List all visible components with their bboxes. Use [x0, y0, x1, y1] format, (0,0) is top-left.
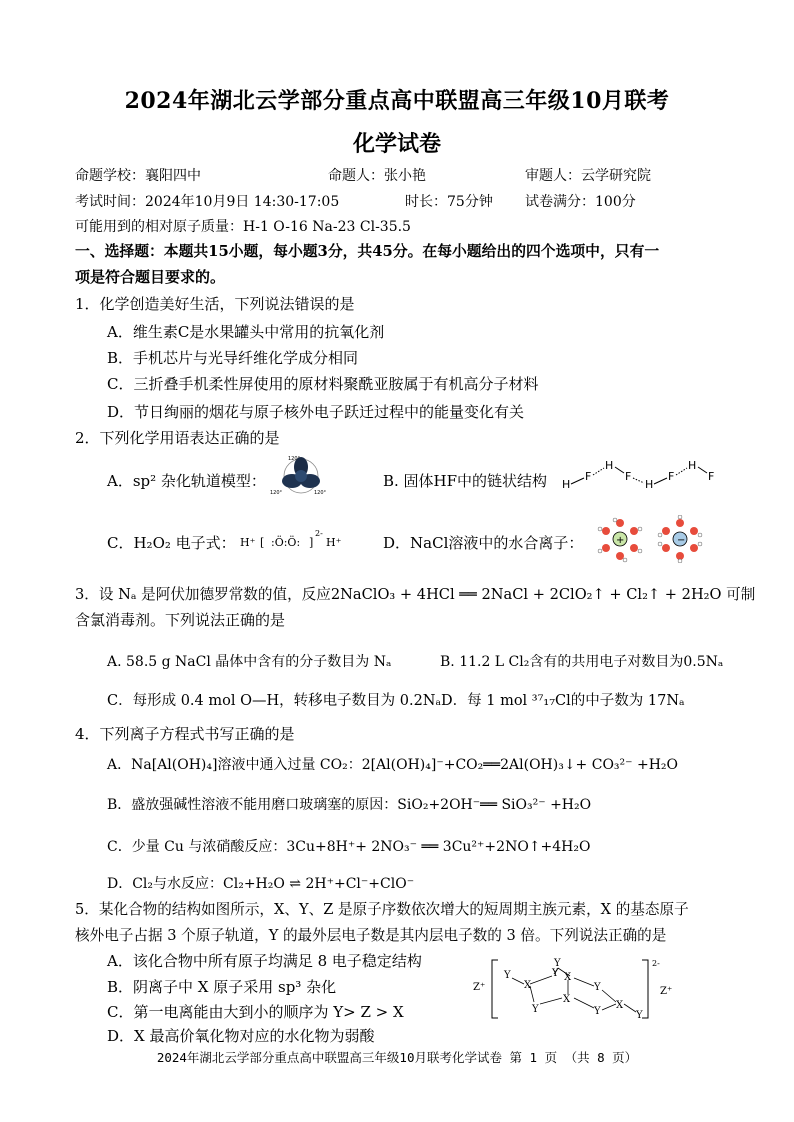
q2-option-d: D．NaCl溶液中的水合离子：: [383, 534, 584, 552]
exam-title: 2024年湖北云学部分重点高中联盟高三年级10月联考: [124, 88, 670, 114]
q5-option-b: B．阴离子中 X 原子采用 sp³ 杂化: [107, 978, 337, 996]
q4-option-b: B．盛放强碱性溶液不能用磨口玻璃塞的原因：SiO₂+2OH⁻══ SiO₃²⁻ +H₂O: [107, 797, 592, 813]
q1-option-c: C．三折叠手机柔性屏使用的原材料聚酰亚胺属于有机高分子材料: [107, 375, 539, 393]
svg-text:F: F: [585, 470, 592, 483]
meta-duration: 时长：75分钟: [405, 194, 493, 210]
meta-reviewer: 审题人：云学研究院: [525, 168, 651, 184]
q1-option-d: D．节日绚丽的烟花与原子核外电子跃迁过程中的能量变化有关: [107, 403, 525, 421]
svg-text:[: [: [260, 536, 265, 549]
q1-option-b: B．手机芯片与光导纤维化学成分相同: [107, 349, 359, 367]
svg-text:H: H: [688, 459, 697, 472]
svg-text:]: ]: [309, 536, 314, 549]
svg-text:F: F: [708, 470, 715, 483]
q3-option-b: B. 11.2 L Cl₂含有的共用电子对数目为0.5Nₐ: [440, 654, 724, 670]
hydrated-ions-figure: [594, 515, 714, 563]
q2-option-a: A．sp² 杂化轨道模型：: [107, 472, 266, 490]
meta-time: 考试时间：2024年10月9日 14:30-17:05: [75, 194, 340, 210]
h-plus-right: H⁺: [326, 536, 342, 549]
q5-stem-2: 核外电子占据 3 个原子轨道，Y 的最外层电子数是其内层电子数的 3 倍。下列说法正确的是: [75, 927, 667, 944]
atom-y: Y: [554, 958, 561, 969]
svg-text:H: H: [605, 459, 614, 472]
angle-label-left: 120°: [270, 490, 283, 496]
meta-score: 试卷满分：100分: [525, 194, 636, 210]
section-instructions-1: 一、选择题：本题共15小题，每小题3分，共45分。在每小题给出的四个选项中，只有一: [75, 243, 660, 260]
q3-option-a: A. 58.5 g NaCl 晶体中含有的分子数目为 Nₐ: [107, 654, 392, 670]
svg-text:H: H: [645, 478, 654, 491]
atom-x: X: [564, 972, 572, 983]
h2o2-electron-formula-figure: [240, 524, 350, 554]
exam-subtitle: 化学试卷: [352, 131, 441, 157]
q5-option-d: D．X 最高价氧化物对应的水化物为弱酸: [107, 1027, 375, 1045]
q3-option-c: C．每形成 0.4 mol O—H，转移电子数目为 0.2Nₐ: [107, 693, 442, 709]
q4-option-c: C．少量 Cu 与浓硝酸反应：3Cu+8H⁺+ 2NO₃⁻ ══ 3Cu²⁺+2NO↑+4H₂O: [107, 839, 591, 855]
atom-x: X: [563, 994, 571, 1005]
angle-label-top: 120°: [288, 456, 301, 462]
atom-x: X: [524, 980, 532, 991]
q2-option-c: C．H₂O₂ 电子式：: [107, 534, 236, 552]
compound-structure-figure: [470, 954, 710, 1022]
q2-stem: 2．下列化学用语表达正确的是: [75, 429, 280, 447]
svg-text:F: F: [668, 470, 675, 483]
svg-text:−: −: [677, 535, 686, 546]
q3-option-d: D．每 1 mol ³⁷₁₇Cl的中子数为 17Nₐ: [441, 693, 685, 709]
peroxide-charge: 2-: [315, 529, 323, 538]
atom-y: Y: [552, 968, 559, 979]
hf-chain-figure: [560, 458, 720, 492]
h-plus-left: H⁺: [240, 536, 256, 549]
q1-stem: 1．化学创造美好生活，下列说法错误的是: [75, 295, 355, 313]
q3-stem-2: 含氯消毒剂。下列说法正确的是: [75, 611, 286, 629]
q1-option-a: A．维生素C是水果罐头中常用的抗氧化剂: [107, 323, 385, 341]
q3-stem-1: 3．设 Nₐ 是阿伏加德罗常数的值，反应2NaClO₃ + 4HCl ══ 2NaCl + 2ClO₂↑ + Cl₂↑ + 2H₂O 可制: [75, 586, 756, 603]
svg-text::Ö:Ö:: :Ö:Ö:: [271, 536, 301, 549]
anion-charge: 2-: [652, 959, 660, 968]
atom-y: Y: [504, 970, 511, 981]
q5-option-c: C．第一电离能由大到小的顺序为 Y> Z > X: [107, 1003, 404, 1021]
z-cation-left: Z⁺: [473, 982, 486, 993]
meta-author: 命题人：张小艳: [328, 168, 426, 184]
q4-option-d: D．Cl₂与水反应：Cl₂+H₂O ⇌ 2H⁺+Cl⁻+ClO⁻: [107, 876, 415, 892]
meta-masses: 可能用到的相对原子质量：H-1 O-16 Na-23 Cl-35.5: [75, 219, 411, 235]
page-footer: 2024年湖北云学部分重点高中联盟高三年级10月联考化学试卷 第 1 页 （共 8 页）: [156, 1050, 638, 1065]
z-cation-right: Z⁺: [660, 986, 673, 997]
q4-stem: 4．下列离子方程式书写正确的是: [75, 725, 295, 743]
meta-school: 命题学校：襄阳四中: [75, 168, 201, 184]
atom-y: Y: [594, 1006, 601, 1017]
svg-text:+: +: [616, 535, 625, 546]
q5-stem-1: 5．某化合物的结构如图所示，X、Y、Z 是原子序数依次增大的短周期主族元素，X 的基态原子: [75, 901, 689, 918]
q4-option-a: A．Na[Al(OH)₄]溶液中通入过量 CO₂：2[Al(OH)₄]⁻+CO₂══2Al(OH)₃↓+ CO₃²⁻ +H₂O: [107, 757, 679, 773]
atom-y: Y: [594, 982, 601, 993]
sp2-orbital-model-figure: [268, 452, 334, 498]
angle-label-right: 120°: [314, 490, 327, 496]
svg-text:H: H: [562, 478, 571, 491]
structure-atom-labels: [503, 958, 643, 1021]
atom-y: Y: [532, 1004, 539, 1015]
section-instructions-2: 项是符合题目要求的。: [75, 268, 226, 286]
atom-x: X: [616, 1000, 624, 1011]
q2-option-b: B. 固体HF中的链状结构: [383, 472, 548, 490]
svg-text:F: F: [625, 470, 632, 483]
q5-option-a: A．该化合物中所有原子均满足 8 电子稳定结构: [107, 952, 422, 970]
atom-y: Y: [636, 1010, 643, 1021]
